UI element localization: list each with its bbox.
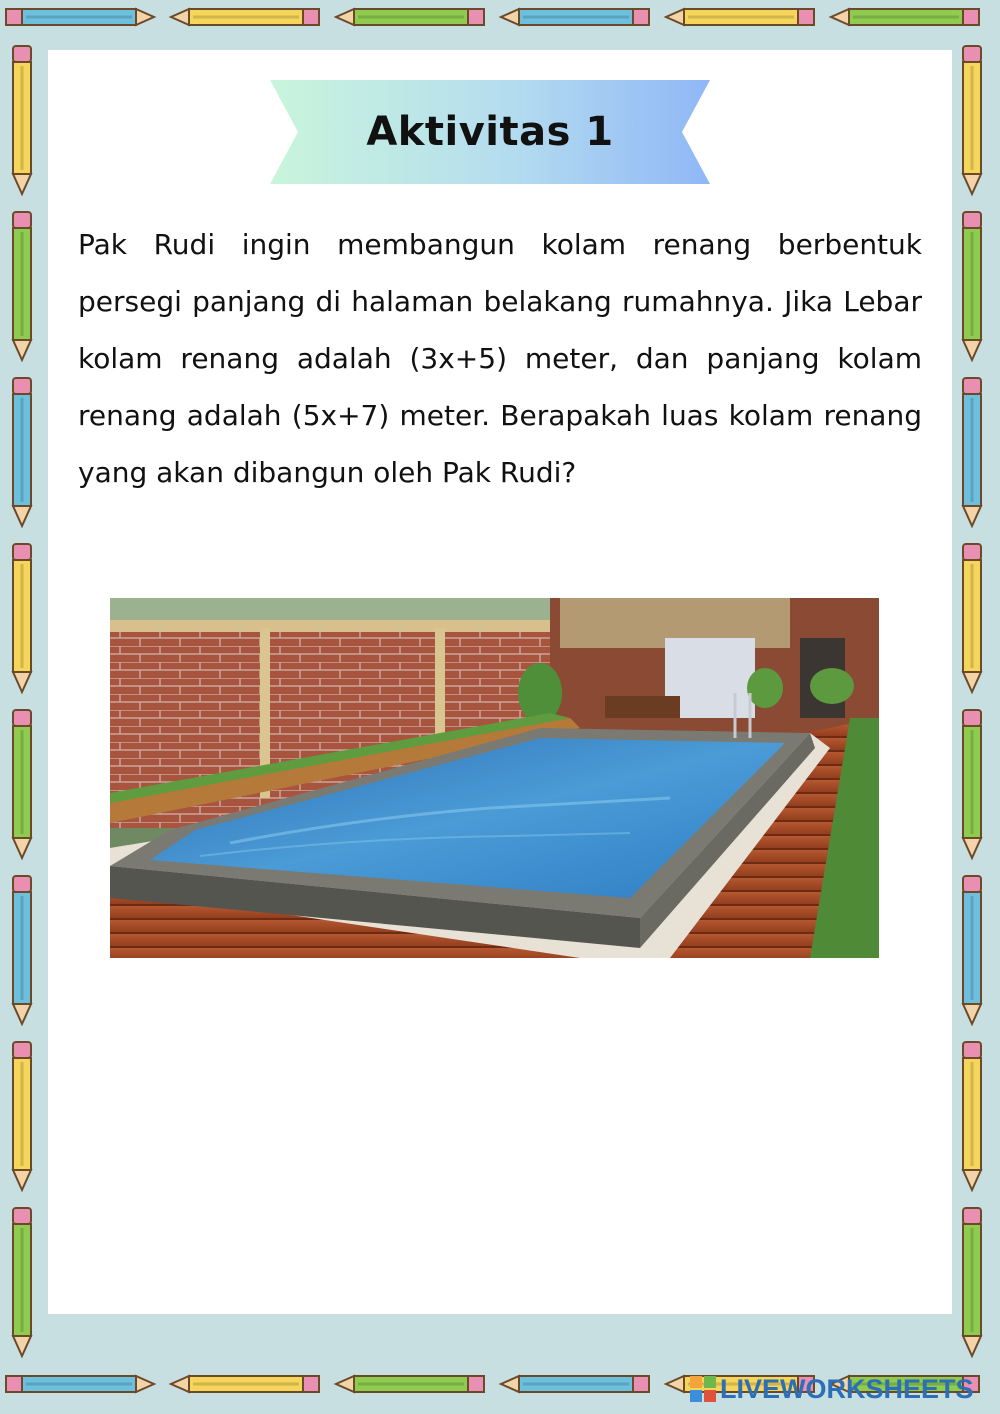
pencil-icon [963,876,981,1024]
watermark-text: LIVEWORKSHEETS [720,1373,974,1404]
pencil-icon [963,212,981,360]
pencil-icon [13,1042,31,1190]
worksheet-page [48,50,952,1314]
liveworksheets-logo-icon [690,1376,716,1402]
pencil-icon [501,9,649,25]
pencil-icon [501,1376,649,1392]
pencil-icon [963,1208,981,1356]
pencil-icon [13,1208,31,1356]
pencil-icon [13,710,31,858]
liveworksheets-watermark [690,1372,974,1406]
swimming-pool-image [110,598,879,958]
pencil-icon [963,710,981,858]
title-banner [270,80,710,184]
pencil-icon [171,1376,319,1392]
pencil-icon [13,544,31,692]
pencil-icon [13,46,31,194]
pencil-icon [963,378,981,526]
pencil-icon [831,9,979,25]
pencil-icon [666,9,814,25]
pencil-icon [963,544,981,692]
pencil-icon [6,1376,154,1392]
pencil-icon [13,876,31,1024]
question-text: Pak Rudi ingin membangun kolam renang berbentuk persegi panjang di halaman belakang rumahnya. Jika Lebar kolam renang adalah (3x+5) meter, dan panjang kolam renang adalah (5x+7) meter. Berapakah luas kolam renang yang akan dibangun oleh Pak Rudi? [78,228,922,489]
pencil-icon [13,212,31,360]
page-title: Aktivitas 1 [366,109,614,155]
pencil-icon [963,46,981,194]
pencil-icon [336,1376,484,1392]
pencil-icon [963,1042,981,1190]
pencil-icon [6,9,154,25]
pencil-icon [336,9,484,25]
pencil-icon [13,378,31,526]
pencil-icon [171,9,319,25]
